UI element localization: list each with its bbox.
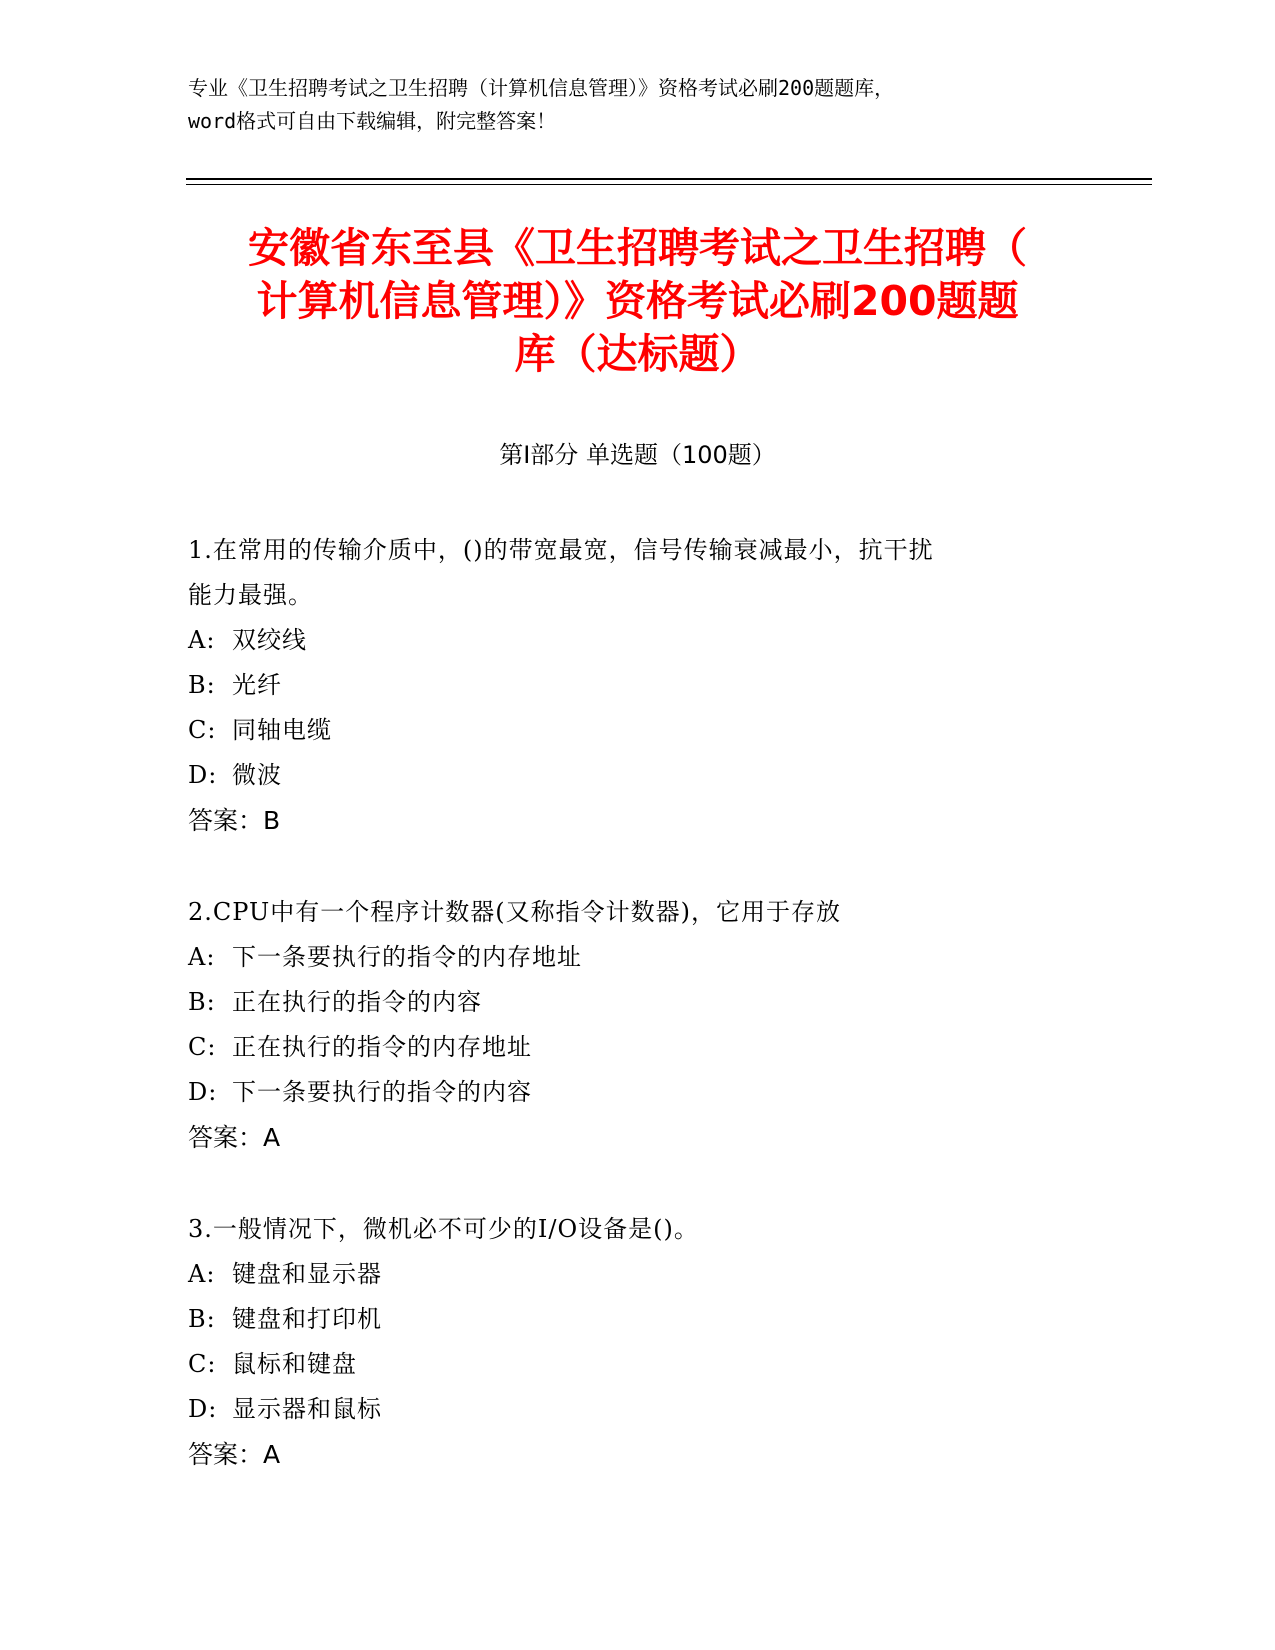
question-list: [188, 528, 1088, 1524]
section-heading: 第Ⅰ部分 单选题（100题）: [499, 441, 776, 469]
option-text: 下一条要执行的指令的内存地址: [232, 943, 582, 971]
question-item: [188, 1207, 1088, 1478]
option-text: 正在执行的指令的内容: [232, 988, 482, 1016]
option-text: 键盘和显示器: [232, 1260, 382, 1288]
option-key: B:: [188, 1305, 216, 1333]
option-b: [188, 1297, 1088, 1342]
option-key: C:: [188, 1033, 217, 1061]
header-divider-thin: [186, 184, 1152, 185]
question-item: [188, 890, 1088, 1161]
question-stem: 3.一般情况下，微机必不可少的I/O设备是()。: [188, 1215, 699, 1243]
option-key: A:: [188, 943, 216, 971]
question-stem: 1.在常用的传输介质中，()的带宽最宽，信号传输衰减最小，抗干扰: [188, 536, 934, 564]
option-a: [188, 935, 1088, 980]
option-key: B:: [188, 671, 216, 699]
option-text: 微波: [232, 761, 282, 789]
option-key: B:: [188, 988, 216, 1016]
header-note-line: word格式可自由下载编辑，附完整答案！: [188, 109, 557, 133]
header-divider: [186, 178, 1152, 180]
option-key: A:: [188, 626, 216, 654]
option-a: [188, 618, 1088, 663]
header-note-line: 专业《卫生招聘考试之卫生招聘（计算机信息管理）》资格考试必刷200题题库，: [188, 76, 895, 100]
option-text: 显示器和鼠标: [232, 1395, 382, 1423]
answer-line: 答案：B: [188, 806, 281, 835]
option-c: [188, 1342, 1088, 1387]
header-note: [188, 72, 1088, 138]
option-key: C:: [188, 1350, 217, 1378]
title-line: 计算机信息管理）》资格考试必刷200题题: [256, 277, 1019, 325]
option-b: [188, 980, 1088, 1025]
option-text: 同轴电缆: [232, 716, 332, 744]
title-line: 安徽省东至县《卫生招聘考试之卫生招聘（: [248, 224, 1027, 272]
option-c: [188, 1025, 1088, 1070]
option-text: 光纤: [232, 671, 282, 699]
question-stem: 2.CPU中有一个程序计数器(又称指令计数器)，它用于存放: [188, 898, 841, 926]
question-stem: 能力最强。: [188, 581, 313, 609]
option-key: A:: [188, 1260, 216, 1288]
option-c: [188, 708, 1088, 753]
option-d: [188, 1387, 1088, 1432]
question-item: [188, 528, 1088, 844]
answer-line: 答案：A: [188, 1123, 281, 1152]
option-key: D:: [188, 1078, 218, 1106]
option-text: 双绞线: [232, 626, 307, 654]
title-line: 库（达标题）: [514, 330, 761, 378]
option-b: [188, 663, 1088, 708]
option-a: [188, 1252, 1088, 1297]
document-title: [175, 222, 1100, 381]
option-key: C:: [188, 716, 217, 744]
option-text: 下一条要执行的指令的内容: [232, 1078, 532, 1106]
option-d: [188, 753, 1088, 798]
option-key: D:: [188, 761, 218, 789]
answer-line: 答案：A: [188, 1440, 281, 1469]
option-text: 键盘和打印机: [232, 1305, 382, 1333]
option-text: 鼠标和键盘: [232, 1350, 357, 1378]
option-key: D:: [188, 1395, 218, 1423]
option-text: 正在执行的指令的内存地址: [232, 1033, 532, 1061]
option-d: [188, 1070, 1088, 1115]
